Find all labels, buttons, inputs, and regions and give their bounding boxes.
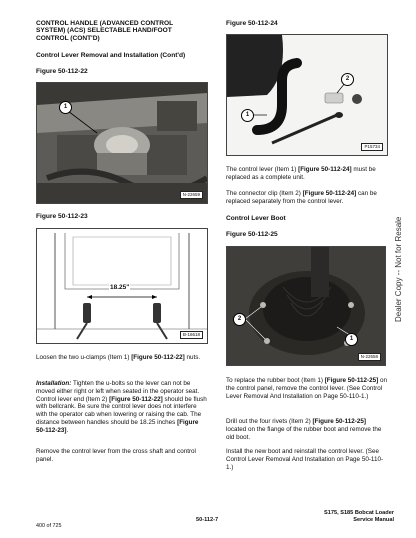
text-run: Drill out the four rivets (Item 2) [226,418,313,425]
text-run: To replace the rubber boot (Item 1) [226,377,325,384]
figure-22-photo [36,82,208,204]
figure-25-callout-2: 2 [233,313,246,326]
section-title-line1: CONTROL HANDLE (ADVANCED CONTROL [36,20,174,27]
text-run: can be replaced separately from the control lever. [226,190,377,205]
text-run: Tighten the u-bolts so the lever can not be moved either right or left when seated in the operator seat. Control lever end (Item 2) [36,380,200,403]
figure-24-label: Figure 50-112-24 [226,20,278,27]
text-run: located on the flange of the rubber boot and remove the old boot. [226,425,382,441]
figure-23-label: Figure 50-112-23 [36,213,88,220]
footer-manual-line1: S175, S185 Bobcat Loader [324,510,394,516]
footer-manual-line2: Service Manual [353,517,394,523]
figure-reference: [Figure 50-112-24] [298,166,352,173]
text-run: nuts. [184,354,201,361]
watermark: Dealer Copy -- Not for Resale [394,216,403,322]
paragraph-installation [36,380,208,435]
footer-page-count: 400 of 725 [36,523,62,529]
text-run: Loosen the two u-clamps (Item 1) [36,354,132,361]
figure-22-callout-1: 1 [59,101,72,114]
section-title [36,20,206,42]
figure-reference: [Figure 50-112-22] [131,354,185,361]
text-run: should be flush with bellcrank. Be sure the control lever does not interfere with the operator cab when lowering or raising the cab. The distance between handles should be 18.25 inches [36,395,207,426]
figure-reference: [Figure 50-112-24] [302,190,357,197]
figure-22-label: Figure 50-112-22 [36,68,88,75]
installation-lead: Installation: [36,380,72,387]
paragraph-replace-lever [226,166,388,182]
figure-25-callout-1: 1 [345,333,358,346]
figure-25-label: Figure 50-112-25 [226,231,278,238]
figure-25-photo [226,246,386,366]
text-run: . [66,426,69,434]
figure-24-tag: P15734 [361,143,383,151]
section-title-line2: SYSTEM) (ACS) SELECTABLE HAND/FOOT [36,27,172,35]
figure-25-illustration [227,247,385,365]
paragraph-connector-clip [226,190,388,206]
figure-reference: [Figure 50-112-23] [36,418,199,434]
footer-manual [324,510,394,524]
paragraph-install-boot: Install the new boot and reinstall the control lever. (See Control Lever Removal And Installation on Page 50-110-1.) [226,448,384,471]
paragraph-drill-rivets [226,418,388,441]
figure-23-dimension: 18.25" [110,284,130,291]
text-run: The connector clip (Item 2) [226,190,303,197]
figure-reference: [Figure 50-112-25] [312,418,366,425]
text-run: The control lever (Item 1) [226,166,299,173]
subheading-removal: Control Lever Removal and Installation (Cont'd) [36,52,186,59]
figure-reference: [Figure 50-112-22] [109,395,163,403]
paragraph-replace-boot [226,377,388,400]
figure-24-photo [226,34,388,156]
figure-24-callout-2: 2 [341,73,354,86]
figure-reference: [Figure 50-112-25] [324,377,379,384]
text-run: on the control panel, remove the control lever. (See Control Lever Removal And Installation on Page 50-110-1.) [226,377,388,400]
paragraph-loosen-clamps [36,354,208,362]
section-title-line3: CONTROL (CONT'D) [36,34,100,42]
paragraph-remove-lever: Remove the control lever from the cross shaft and control panel. [36,448,196,463]
figure-24-callout-1: 1 [241,109,254,122]
figure-24-illustration [227,35,387,155]
text-run: must be replaced as a complete unit. [226,166,376,181]
footer-page-code: 50-112-7 [196,517,219,523]
subheading-boot: Control Lever Boot [226,215,286,222]
figure-23-tag: B-16618 [180,331,203,339]
figure-22-tag: N-22659 [180,191,203,199]
figure-23-drawing [36,228,208,344]
figure-25-tag: N-22658 [358,353,381,361]
